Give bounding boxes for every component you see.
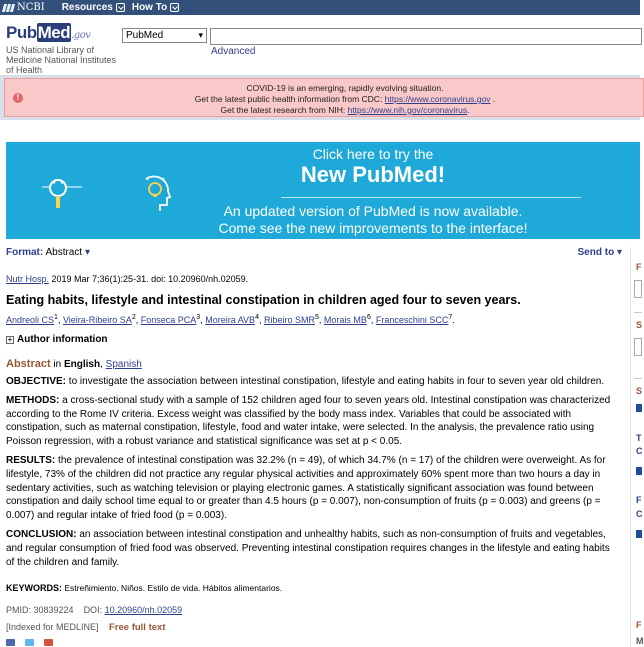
section-label: CONCLUSION: bbox=[6, 528, 77, 540]
resources-menu[interactable] bbox=[62, 2, 125, 13]
pubmed-header bbox=[0, 15, 640, 75]
free-full-text-link[interactable]: Free full text bbox=[109, 622, 166, 633]
affiliation-number: 5 bbox=[315, 314, 319, 321]
sidebar-divider bbox=[630, 247, 631, 647]
section-label: OBJECTIVE: bbox=[6, 376, 67, 387]
abstract-section bbox=[6, 375, 620, 389]
medline-status: [Indexed for MEDLINE] bbox=[6, 622, 99, 632]
sidebar-text-fragment: M bbox=[636, 636, 644, 646]
sidebar-link-fragment[interactable]: F bbox=[636, 495, 642, 505]
search-input[interactable] bbox=[210, 28, 642, 45]
ncbi-logo[interactable] bbox=[3, 2, 45, 13]
author-link[interactable]: Andreoli CS bbox=[6, 315, 55, 325]
author-link[interactable]: Franceschini SCC bbox=[375, 315, 449, 325]
abstract-label: Abstract bbox=[6, 358, 51, 370]
journal-link[interactable]: Nutr Hosp. bbox=[6, 274, 50, 284]
format-dropdown[interactable] bbox=[6, 247, 90, 258]
abstract-text bbox=[6, 375, 620, 574]
abstract-in: in bbox=[53, 359, 64, 370]
chevron-down-icon: ▾ bbox=[616, 247, 622, 258]
covid-line-2-text: Get the latest public health information from CDC: bbox=[194, 94, 385, 104]
sidebar-heading-fragment: S bbox=[636, 386, 643, 396]
chevron-down-icon: ▾ bbox=[84, 247, 90, 258]
twitter-icon[interactable] bbox=[25, 639, 34, 646]
author-link[interactable]: Ribeiro SMR bbox=[263, 315, 315, 325]
citation bbox=[6, 274, 248, 284]
how-to-menu-label: How To bbox=[131, 2, 168, 13]
nlm-line: of Health bbox=[6, 65, 43, 75]
covid-line-2 bbox=[125, 94, 565, 105]
doi-label: DOI: bbox=[83, 605, 105, 615]
affiliation-number: 7 bbox=[448, 314, 453, 321]
author-information-toggle[interactable] bbox=[6, 334, 108, 345]
covid-line-2-end: . bbox=[490, 94, 496, 104]
covid-line-3-text: Get the latest research from NIH: bbox=[220, 105, 348, 115]
author-link[interactable]: Morais MB bbox=[323, 315, 367, 325]
expand-plus-icon: + bbox=[7, 334, 13, 344]
pubmed-logo[interactable] bbox=[6, 23, 90, 43]
spanish-abstract-link[interactable]: Spanish bbox=[105, 359, 142, 370]
section-label: RESULTS: bbox=[6, 454, 56, 466]
affiliation-number: 1 bbox=[54, 314, 58, 321]
format-label: Format: bbox=[6, 247, 44, 258]
pmid: PMID: 30839224 bbox=[6, 605, 74, 615]
covid-line-3 bbox=[125, 105, 565, 116]
promo-headline: New PubMed! bbox=[300, 162, 446, 187]
how-to-menu[interactable] bbox=[132, 2, 179, 13]
author-link[interactable]: Vieira-Ribeiro SA bbox=[62, 315, 132, 325]
sidebar-heading-fragment: F bbox=[636, 262, 642, 272]
sidebar-link-fragment[interactable]: C bbox=[636, 509, 643, 519]
author-link[interactable]: Moreira AVB bbox=[205, 315, 256, 325]
ncbi-logo-icon bbox=[3, 3, 14, 13]
nlm-line: US National Library of bbox=[6, 45, 95, 55]
covid-line-3-end: . bbox=[467, 105, 470, 115]
ncbi-top-bar bbox=[0, 0, 640, 15]
facebook-icon[interactable] bbox=[6, 639, 15, 646]
article-identifiers bbox=[6, 605, 182, 615]
covid-banner bbox=[4, 78, 644, 117]
keywords-label: KEYWORDS: bbox=[6, 583, 62, 593]
new-pubmed-banner[interactable] bbox=[6, 142, 640, 239]
article-title: Eating habits, lifestyle and intestinal constipation in children aged four to seven years. bbox=[6, 293, 521, 307]
sidebar-heading-fragment: F bbox=[636, 620, 642, 630]
covid-line-1: COVID-19 is an emerging, rapidly evolving situation. bbox=[246, 83, 444, 93]
similar-article-icon bbox=[636, 467, 642, 475]
sidebar-link-fragment[interactable]: T bbox=[636, 433, 642, 443]
section-text: to investigate the association between intestinal constipation, lifestyle and eating habits in four to seven year old children. bbox=[66, 376, 605, 387]
pubmed-logo-med: Med bbox=[37, 23, 71, 42]
covid-message bbox=[125, 83, 565, 116]
citation-details: 2019 Mar 7;36(1):25-31. doi: 10.20960/nh.02059. bbox=[49, 274, 249, 284]
abstract-language: English bbox=[63, 359, 101, 370]
nih-link[interactable]: https://www.nih.gov/coronavirus bbox=[347, 105, 468, 115]
promo-divider bbox=[281, 197, 581, 198]
keywords bbox=[6, 583, 282, 593]
abstract-section bbox=[6, 528, 620, 569]
google-plus-icon[interactable] bbox=[44, 639, 53, 646]
section-text: the prevalence of intestinal constipation was 32.2% (n = 49), of which 34.7% (n = 17) of the children were overweight. As for lifestyle, 73% of the children did not practice any regular physical activities and approximately 60% spent more than two hours a day in sedentary activities, such as watching television or playing electronic games. A statistically significant association was found between constipation and daily school time equal to or greater than 4.5 hours (p = 0.007), non-consumption of fruits (p = 0.003) and greens (p = 0.007) and regular intake of fried food (p = 0.003). bbox=[6, 454, 606, 522]
send-to-dropdown[interactable] bbox=[578, 247, 622, 258]
sidebar-separator bbox=[634, 378, 642, 379]
section-label: METHODS: bbox=[6, 394, 60, 406]
share-buttons bbox=[6, 639, 53, 646]
resources-menu-label: Resources bbox=[61, 2, 113, 13]
sidebar-button-fragment[interactable] bbox=[634, 280, 642, 298]
display-toolbar bbox=[6, 247, 622, 258]
top-menu bbox=[62, 2, 187, 13]
sidebar-heading-fragment: S bbox=[636, 320, 643, 330]
format-value: Abstract bbox=[45, 247, 83, 258]
author-list: Andreoli $CS^1$, Vieira-Ribeiro $SA^2$, Fonseca PCA$^3$, Moreira AVB$^4$, Ribeiro SMR$^5$, Morais $MB^6$, Franceschini SCC$^7$. bbox=[6, 314, 455, 325]
covid-banner-wrap bbox=[0, 75, 640, 120]
section-text: an association between intestinal constipation and unhealthy habits, such as non-consumption of fruits and vegetables, and regular consumption of fried food was observed. Preventing intestinal constipation requires changes in the lifestyle and eating habits of the children and family. bbox=[6, 528, 610, 568]
author-link[interactable]: Fonseca PCA bbox=[140, 315, 197, 325]
section-text: a cross-sectional study with a sample of 152 children aged four to seven years old. Intestinal constipation was characterized according to the Rome IV criteria. Excess weight was classified by the body mass index. Variables that could be associated with constipation, such as maternal constipation, lifestyle, food and water intake, were selected. In the analysis, the prevalence ratio using Poisson regression, with a robust variance and statistical significance was set at p < 0.05. bbox=[6, 394, 611, 448]
affiliation-number: 3 bbox=[196, 314, 201, 321]
nlm-line: Medicine National Institutes bbox=[6, 55, 117, 65]
similar-article-icon bbox=[636, 404, 642, 412]
chevron-down-icon bbox=[116, 3, 125, 12]
affiliation-number: 4 bbox=[255, 314, 259, 321]
sidebar-separator bbox=[634, 312, 642, 313]
send-to-label: Send to bbox=[577, 247, 615, 258]
promo-line-1: Click here to try the bbox=[312, 146, 434, 162]
keywords-text: Estreñimiento. Niños. Estilo de vida. Hábitos alimentarios. bbox=[62, 583, 283, 593]
sidebar-button-fragment[interactable] bbox=[634, 338, 642, 356]
pubmed-logo-gov: .gov bbox=[71, 30, 91, 41]
advanced-search-link[interactable]: Advanced bbox=[211, 46, 256, 57]
abstract-section bbox=[6, 394, 620, 449]
author-information-label: Author information bbox=[17, 334, 108, 345]
database-select[interactable]: PubMed ▾ bbox=[122, 28, 207, 43]
promo-line-4: Come see the new improvements to the interface! bbox=[218, 220, 528, 236]
cdc-link[interactable]: https://www.coronavirus.gov bbox=[384, 94, 491, 104]
pubmed-logo-pub: Pub bbox=[6, 23, 37, 42]
similar-article-icon bbox=[636, 530, 642, 538]
promo-line-3: An updated version of PubMed is now available. bbox=[223, 203, 523, 219]
affiliation-number: 6 bbox=[366, 314, 371, 321]
sidebar-link-fragment[interactable]: C bbox=[636, 446, 643, 456]
abstract-section bbox=[6, 454, 620, 523]
alert-icon: ! bbox=[13, 93, 23, 103]
abstract-heading: Abstract in English, Spanish bbox=[6, 358, 142, 370]
affiliation-number: 2 bbox=[131, 314, 136, 321]
doi-link[interactable]: 10.20960/nh.02059 bbox=[104, 605, 183, 615]
ncbi-logo-text: NCBI bbox=[17, 2, 45, 13]
chevron-down-icon bbox=[170, 3, 179, 12]
nlm-link[interactable] bbox=[6, 45, 121, 75]
